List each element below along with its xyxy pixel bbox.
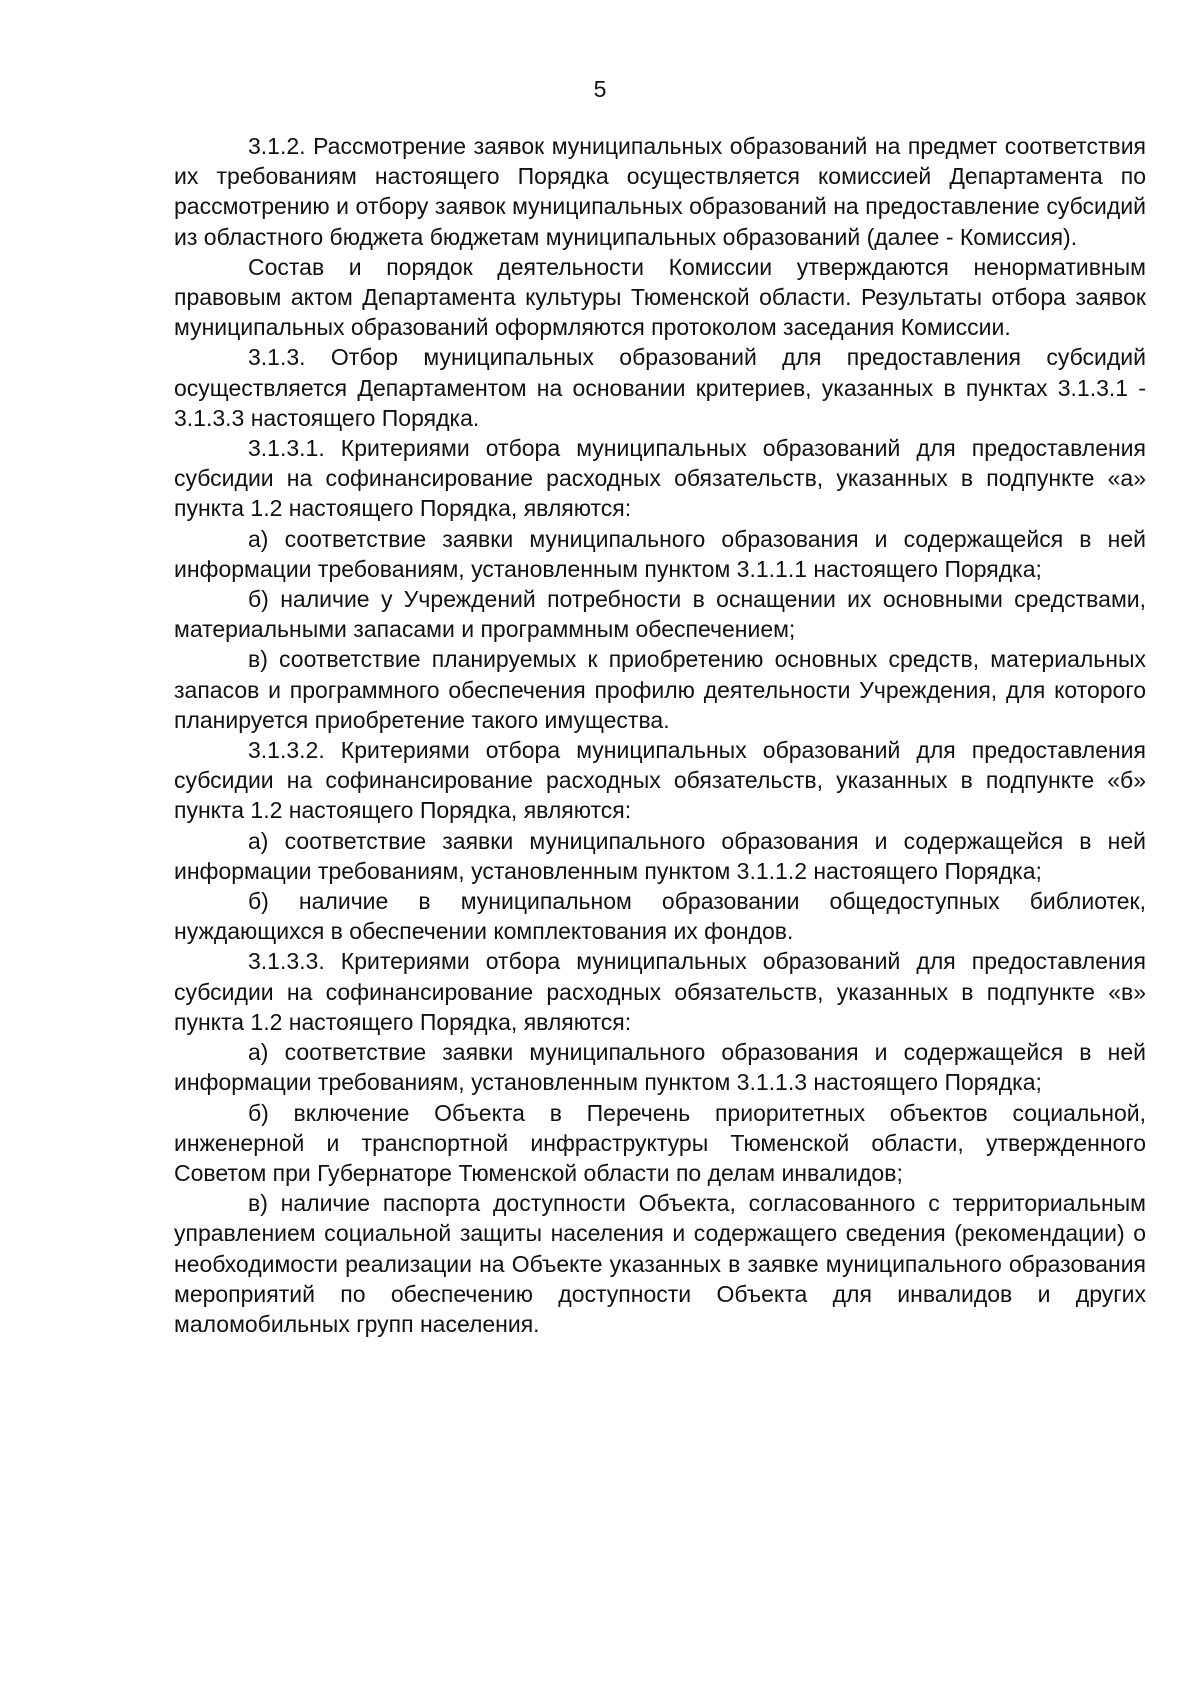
paragraph-3-1-3-3: 3.1.3.3. Критериями отбора муниципальных образований для предоставления субсидии на софинансирование расходных обязательств, указанных в подпункте «в» пункта 1.2 настоящего Порядка, являются: — [174, 948, 1146, 1035]
paragraph-commission-composition: Состав и порядок деятельности Комиссии утверждаются ненормативным правовым актом Департамента культуры Тюменской области. Результаты отбора заявок муниципальных образований оформляются протоколом заседания Комиссии. — [174, 253, 1146, 341]
paragraph-3-1-3-1: 3.1.3.1. Критериями отбора муниципальных образований для предоставления субсидии на софинансирование расходных обязательств, указанных в подпункте «а» пункта 1.2 настоящего Порядка, являются: — [174, 435, 1146, 522]
paragraph-3-1-3: 3.1.3. Отбор муниципальных образований для предоставления субсидий осуществляется Департаментом на основании критериев, указанных в пунктах 3.1.3.1 - 3.1.3.3 настоящего Порядка. — [174, 344, 1146, 431]
paragraph-3-1-3-2: 3.1.3.2. Критериями отбора муниципальных образований для предоставления субсидии на софинансирование расходных обязательств, указанных в подпункте «б» пункта 1.2 настоящего Порядка, являются: — [174, 737, 1146, 824]
paragraph-3-1-3-1-a: а) соответствие заявки муниципального образования и содержащейся в ней информации требованиям, установленным пунктом 3.1.1.1 настоящего Порядка; — [174, 525, 1146, 582]
document-body — [174, 131, 1146, 1339]
paragraph-3-1-3-3-b: б) включение Объекта в Перечень приоритетных объектов социальной, инженерной и транспортной инфраструктуры Тюменской области, утвержденного Советом при Губернаторе Тюменской области по делам инвалидов; — [174, 1099, 1146, 1186]
page-number: 5 — [593, 76, 607, 102]
paragraph-3-1-2: 3.1.2. Рассмотрение заявок муниципальных образований на предмет соответствия их требованиям настоящего Порядка осуществляется комиссией Департамента по рассмотрению и отбору заявок муниципальных образований на предоставление субсидий из областного бюджета бюджетам муниципальных образований (далее - Комиссия). — [174, 133, 1146, 250]
paragraph-3-1-3-3-v: в) наличие паспорта доступности Объекта, согласованного с территориальным управлением социальной защиты населения и содержащего сведения (рекомендации) о необходимости реализации на Объекте указанных в заявке муниципального образования мероприятий по обеспечению доступности Объекта для инвалидов и других маломобильных групп населения. — [174, 1190, 1146, 1337]
paragraph-3-1-3-3-a: а) соответствие заявки муниципального образования и содержащейся в ней информации требованиям, установленным пунктом 3.1.1.3 настоящего Порядка; — [174, 1039, 1146, 1096]
paragraph-3-1-3-2-b: б) наличие в муниципальном образовании общедоступных библиотек, нуждающихся в обеспечении комплектования их фондов. — [174, 888, 1146, 945]
paragraph-3-1-3-2-a: а) соответствие заявки муниципального образования и содержащейся в ней информации требованиям, установленным пунктом 3.1.1.2 настоящего Порядка; — [174, 827, 1146, 884]
paragraph-3-1-3-1-b: б) наличие у Учреждений потребности в оснащении их основными средствами, материальными запасами и программным обеспечением; — [174, 586, 1146, 643]
paragraph-3-1-3-1-v: в) соответствие планируемых к приобретению основных средств, материальных запасов и программного обеспечения профилю деятельности Учреждения, для которого планируется приобретение такого имущества. — [174, 646, 1146, 733]
